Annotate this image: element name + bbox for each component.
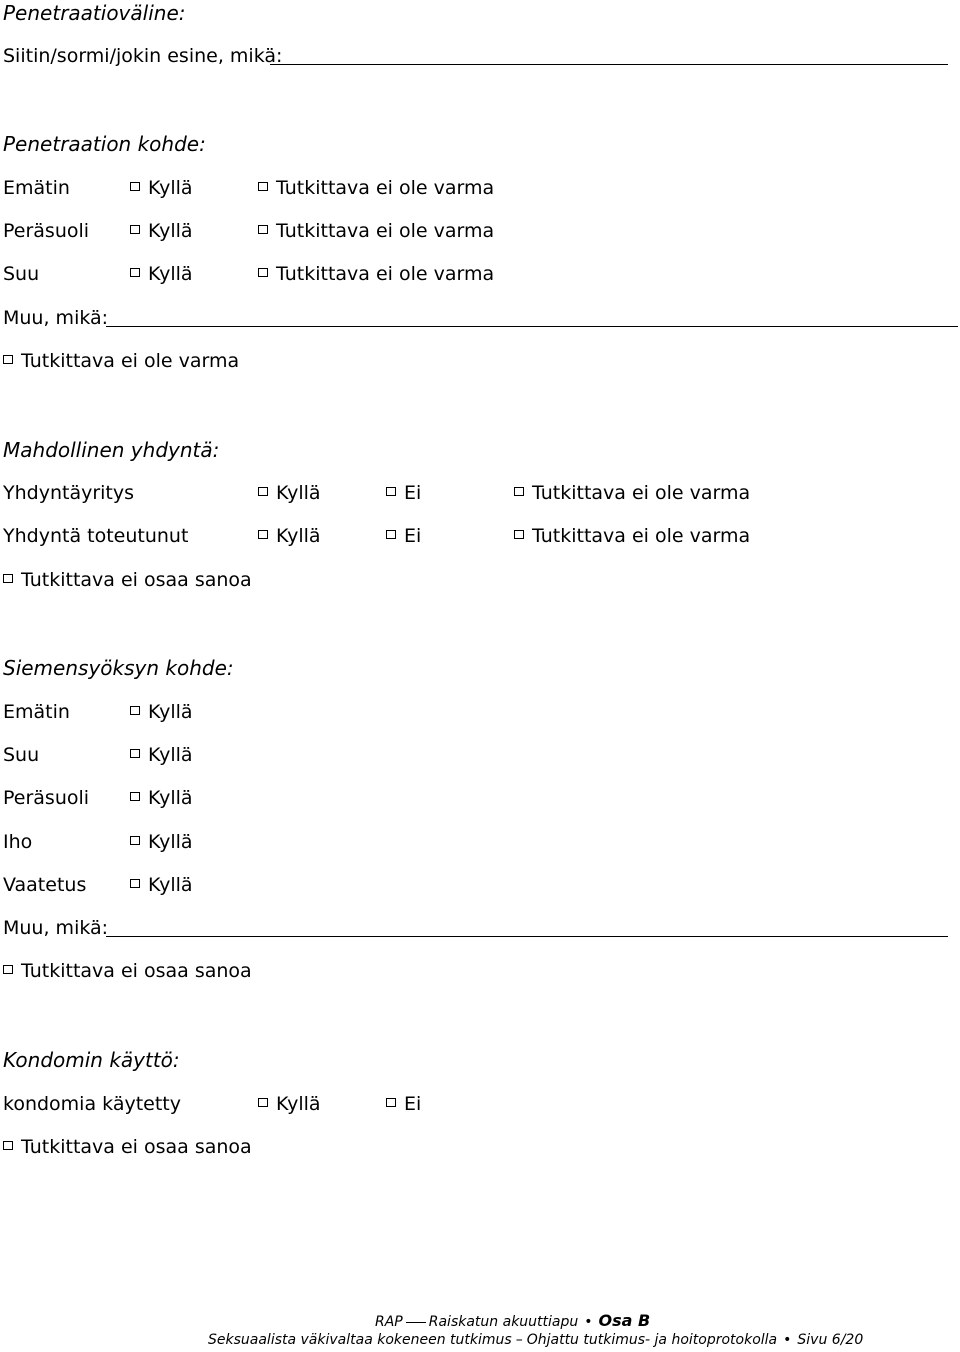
ejaculation-target-mouth-yes-option[interactable]: Kyllä: [130, 746, 193, 765]
ejaculation-target-label-mouth: Suu: [3, 744, 40, 766]
footer-protocol: Ohjattu tutkimus- ja hoitoprotokolla: [526, 1332, 778, 1348]
section-heading-condom-use: Kondomin käyttö:: [3, 1048, 180, 1072]
condom-used-no-option[interactable]: Ei: [386, 1095, 421, 1114]
en-dash: –: [515, 1332, 523, 1348]
ejaculation-target-label-rectum: Peräsuoli: [3, 787, 90, 809]
checkbox-empty-icon[interactable]: [130, 182, 140, 191]
penetration-target-other-label: Muu, mikä:: [3, 307, 109, 329]
section-heading-penetration-medium: Penetraatioväline:: [3, 1, 186, 25]
checkbox-empty-icon[interactable]: [258, 225, 268, 234]
footer-line-1: [375, 1313, 650, 1329]
intercourse-attempt-unsure-option[interactable]: Tutkittava ei ole varma: [514, 484, 750, 503]
checkbox-empty-icon[interactable]: [386, 1098, 396, 1107]
penetration-medium-label: Siitin/sormi/jokin esine, mikä:: [3, 45, 283, 67]
intercourse-completed-label: Yhdyntä toteutunut: [3, 525, 189, 547]
penetration-target-label-vagina: Emätin: [3, 177, 70, 199]
penetration-target-rectum-yes-option[interactable]: Kyllä: [130, 222, 193, 241]
checkbox-empty-icon[interactable]: [258, 487, 268, 496]
penetration-target-vagina-unsure-option[interactable]: Tutkittava ei ole varma: [258, 179, 494, 198]
penetration-target-mouth-yes-option[interactable]: Kyllä: [130, 265, 193, 284]
penetration-target-unsure-option[interactable]: Tutkittava ei ole varma: [3, 352, 239, 371]
checkbox-empty-icon[interactable]: [386, 530, 396, 539]
checkbox-empty-icon[interactable]: [130, 792, 140, 801]
intercourse-attempt-label: Yhdyntäyritys: [3, 482, 135, 504]
checkbox-empty-icon[interactable]: [3, 574, 13, 583]
checkbox-empty-icon[interactable]: [3, 965, 13, 974]
intercourse-completed-unsure-option[interactable]: Tutkittava ei ole varma: [514, 527, 750, 546]
checkbox-empty-icon[interactable]: [258, 182, 268, 191]
penetration-target-label-mouth: Suu: [3, 263, 40, 285]
footer-line-2: [208, 1333, 863, 1347]
footer-page-number: Sivu 6/20: [797, 1332, 864, 1348]
checkbox-empty-icon[interactable]: [258, 1098, 268, 1107]
intercourse-attempt-no-option[interactable]: Ei: [386, 484, 421, 503]
checkbox-empty-icon[interactable]: [130, 749, 140, 758]
intercourse-completed-no-option[interactable]: Ei: [386, 527, 421, 546]
section-heading-ejaculation-target: Siemensyöksyn kohde:: [3, 656, 234, 680]
checkbox-empty-icon[interactable]: [258, 530, 268, 539]
checkbox-empty-icon[interactable]: [130, 879, 140, 888]
checkbox-empty-icon[interactable]: [130, 836, 140, 845]
intercourse-completed-yes-option[interactable]: Kyllä: [258, 527, 321, 546]
penetration-target-vagina-yes-option[interactable]: Kyllä: [130, 179, 193, 198]
ejaculation-target-rectum-yes-option[interactable]: Kyllä: [130, 789, 193, 808]
checkbox-empty-icon[interactable]: [386, 487, 396, 496]
checkbox-empty-icon[interactable]: [514, 530, 524, 539]
intercourse-cannot-say-option[interactable]: Tutkittava ei osaa sanoa: [3, 571, 252, 590]
penetration-medium-input-line[interactable]: [270, 64, 948, 65]
footer-part: Osa B: [598, 1311, 651, 1330]
checkbox-empty-icon[interactable]: [514, 487, 524, 496]
ejaculation-target-other-input-line[interactable]: [106, 936, 948, 937]
penetration-target-label-rectum: Peräsuoli: [3, 220, 90, 242]
ejaculation-target-label-clothing: Vaatetus: [3, 874, 87, 896]
ejaculation-target-vagina-yes-option[interactable]: Kyllä: [130, 703, 193, 722]
bullet-icon: •: [783, 1332, 792, 1348]
footer-title: Raiskatun akuuttiapu: [428, 1314, 579, 1330]
condom-used-yes-option[interactable]: Kyllä: [258, 1095, 321, 1114]
checkbox-empty-icon[interactable]: [258, 268, 268, 277]
checkbox-empty-icon[interactable]: [3, 1141, 13, 1150]
section-heading-penetration-target: Penetraation kohde:: [3, 132, 206, 156]
ejaculation-cannot-say-option[interactable]: Tutkittava ei osaa sanoa: [3, 962, 252, 981]
ejaculation-target-skin-yes-option[interactable]: Kyllä: [130, 833, 193, 852]
intercourse-attempt-yes-option[interactable]: Kyllä: [258, 484, 321, 503]
ejaculation-target-other-label: Muu, mikä:: [3, 917, 109, 939]
checkbox-empty-icon[interactable]: [130, 268, 140, 277]
bullet-icon: •: [584, 1314, 593, 1330]
penetration-target-mouth-unsure-option[interactable]: Tutkittava ei ole varma: [258, 265, 494, 284]
footer-rap: RAP: [375, 1314, 403, 1330]
condom-used-label: kondomia käytetty: [3, 1093, 181, 1115]
ejaculation-target-label-vagina: Emätin: [3, 701, 70, 723]
penetration-target-rectum-unsure-option[interactable]: Tutkittava ei ole varma: [258, 222, 494, 241]
em-dash: [406, 1322, 426, 1323]
checkbox-empty-icon[interactable]: [3, 355, 13, 364]
penetration-target-other-input-line[interactable]: [106, 326, 958, 327]
checkbox-empty-icon[interactable]: [130, 225, 140, 234]
condom-cannot-say-option[interactable]: Tutkittava ei osaa sanoa: [3, 1138, 252, 1157]
checkbox-empty-icon[interactable]: [130, 706, 140, 715]
ejaculation-target-clothing-yes-option[interactable]: Kyllä: [130, 876, 193, 895]
footer-document-name: Seksuaalista väkivaltaa kokeneen tutkimus: [208, 1332, 512, 1348]
ejaculation-target-label-skin: Iho: [3, 831, 33, 853]
section-heading-possible-intercourse: Mahdollinen yhdyntä:: [3, 438, 220, 462]
